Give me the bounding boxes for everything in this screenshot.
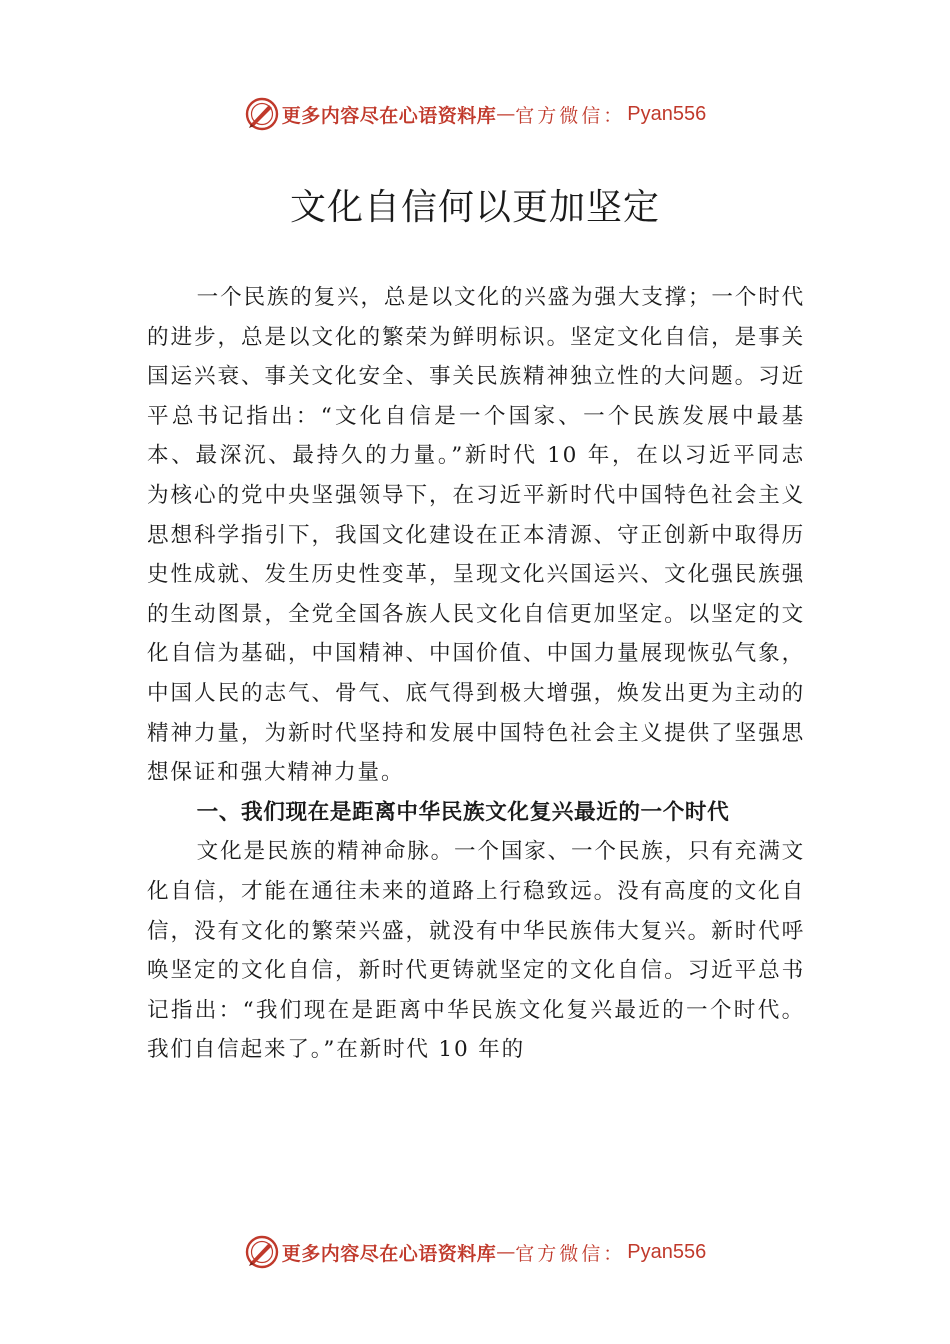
paragraph-intro: 一个民族的复兴，总是以文化的兴盛为强大支撑；一个时代的进步，总是以文化的繁荣为鲜明标识。坚定文化自信，是事关国运兴衰、事关文化安全、事关民族精神独立性的大问题。习近平总书记指出：“文化自信是一个国家、一个民族发展中最基本、最深沉、最持久的力量。”新时代 10 年，在以习近平同志为核心的党中央坚强领导下，在习近平新时代中国特色社会主义思想科学指引下，我国文化建设在正本清源、守正创新中取得历史性成就、发生历史性变革，呈现文化兴国运兴、文化强民族强的生动图景，全党全国各族人民文化自信更加坚定。以坚定的文化自信为基础，中国精神、中国价值、中国力量展现恢弘气象，中国人民的志气、骨气、底气得到极大增强，焕发出更为主动的精神力量，为新时代坚持和发展中国特色社会主义提供了坚强思想保证和强大精神力量。 xyxy=(147,285,805,786)
section-heading-1: 一、我们现在是距离中华民族文化复兴最近的一个时代 xyxy=(196,799,730,825)
page-title: 文化自信何以更加坚定 xyxy=(289,187,660,228)
banner-wechat-id: Pyan556 xyxy=(627,102,707,125)
article-body xyxy=(147,278,805,1070)
banner-wechat-label: 官方微信： xyxy=(515,1242,626,1265)
banner-brand-text: 更多内容尽在心语资料库 xyxy=(281,104,497,127)
pen-logo-icon xyxy=(244,1234,280,1270)
header-watermark-banner xyxy=(0,94,950,134)
banner-brand-text: 更多内容尽在心语资料库 xyxy=(281,1242,497,1265)
banner-wechat-id: Pyan556 xyxy=(627,1240,707,1263)
banner-separator: — xyxy=(496,1241,516,1263)
pen-logo-icon xyxy=(244,96,280,132)
paragraph-section-1: 文化是民族的精神命脉。一个国家、一个民族，只有充满文化自信，才能在通往未来的道路上行稳致远。没有高度的文化自信，没有文化的繁荣兴盛，就没有中华民族伟大复兴。新时代呼唤坚定的文化自信，新时代更铸就坚定的文化自信。习近平总书记指出：“我们现在是距离中华民族文化复兴最近的一个时代。我们自信起来了。”在新时代 10 年的 xyxy=(147,839,805,1063)
banner-wechat-label: 官方微信： xyxy=(515,104,626,127)
banner-separator: — xyxy=(496,103,516,125)
footer-watermark-banner xyxy=(0,1232,950,1272)
